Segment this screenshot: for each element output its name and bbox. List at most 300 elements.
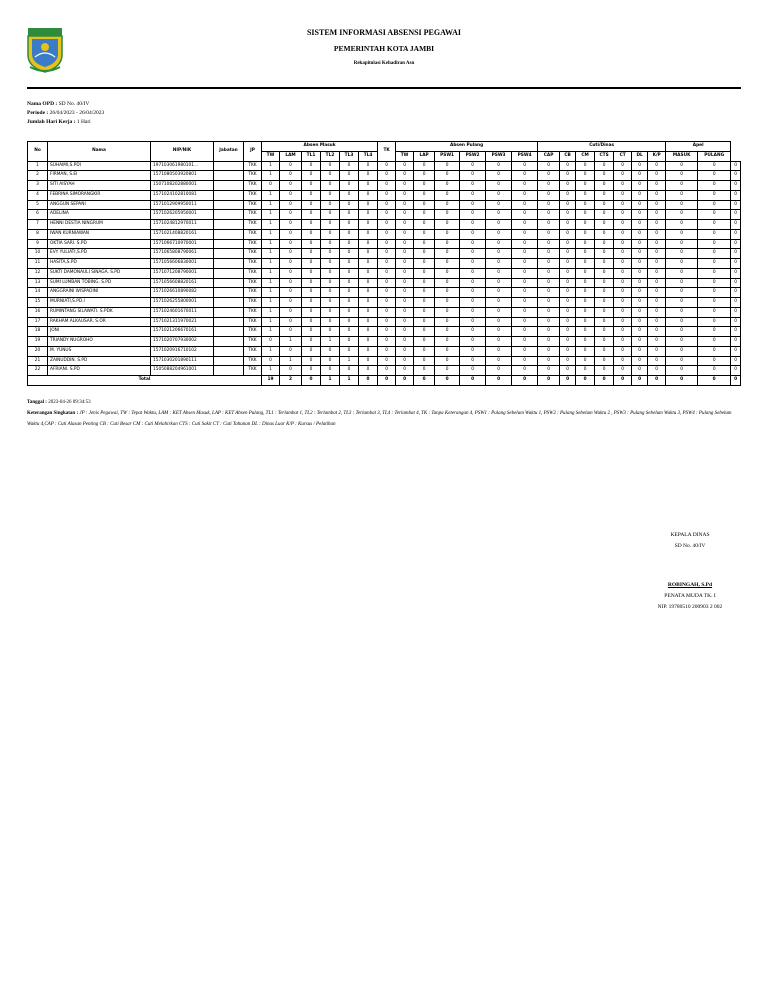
cell-no: 14 bbox=[28, 288, 48, 298]
cell-jp: TKK bbox=[244, 200, 262, 210]
cell-value: 0 bbox=[460, 229, 486, 239]
cell-value: 0 bbox=[614, 161, 632, 171]
cell-value: 0 bbox=[648, 337, 666, 347]
cell-value: 0 bbox=[595, 249, 614, 259]
cell-value: 0 bbox=[731, 366, 741, 376]
cell-value: 0 bbox=[698, 337, 731, 347]
cell-jp: TKK bbox=[244, 171, 262, 181]
cell-value: 0 bbox=[512, 298, 538, 308]
cell-value: 0 bbox=[302, 268, 321, 278]
cell-value: 0 bbox=[648, 288, 666, 298]
cell-value: 0 bbox=[614, 356, 632, 366]
cell-value: 0 bbox=[595, 366, 614, 376]
cell-value: 0 bbox=[280, 249, 302, 259]
cell-value: 0 bbox=[648, 161, 666, 171]
cell-jp: TKK bbox=[244, 288, 262, 298]
signer-nip: NIP. 19780510 200903 2 002 bbox=[657, 604, 723, 610]
total-value: 0 bbox=[460, 376, 486, 386]
cell-nip: 1571020707930002 bbox=[151, 337, 214, 347]
cell-value: 0 bbox=[595, 288, 614, 298]
cell-value: 0 bbox=[460, 307, 486, 317]
cell-value: 1 bbox=[262, 190, 280, 200]
cell-value: 0 bbox=[666, 298, 698, 308]
cell-value: 0 bbox=[321, 249, 340, 259]
cell-value: 0 bbox=[666, 366, 698, 376]
cell-value: 0 bbox=[576, 337, 595, 347]
cell-value: 0 bbox=[632, 220, 648, 230]
cell-value: 0 bbox=[595, 307, 614, 317]
cell-value: 0 bbox=[340, 229, 359, 239]
cell-value: 0 bbox=[486, 307, 512, 317]
cell-value: 0 bbox=[280, 190, 302, 200]
cell-value: 0 bbox=[486, 161, 512, 171]
cell-value: 0 bbox=[321, 229, 340, 239]
cell-value: 0 bbox=[280, 288, 302, 298]
col-jp: JP bbox=[244, 142, 262, 162]
cell-value: 0 bbox=[359, 161, 378, 171]
cell-value: 0 bbox=[632, 346, 648, 356]
cell-value: 0 bbox=[414, 161, 435, 171]
cell-nama: SUHAIMI,S.PDI bbox=[48, 161, 151, 171]
cell-value: 0 bbox=[302, 337, 321, 347]
cell-value: 0 bbox=[595, 298, 614, 308]
cell-value: 0 bbox=[648, 181, 666, 191]
date-value: 2023-04-26 09:34:53 bbox=[48, 400, 91, 405]
cell-value: 0 bbox=[731, 239, 741, 249]
cell-value: 0 bbox=[538, 190, 560, 200]
cell-value: 0 bbox=[486, 356, 512, 366]
cell-nip: 1571021408820161 bbox=[151, 229, 214, 239]
cell-value: 0 bbox=[731, 190, 741, 200]
cell-value: 0 bbox=[632, 229, 648, 239]
cell-value: 0 bbox=[512, 171, 538, 181]
cell-value: 0 bbox=[321, 181, 340, 191]
cell-value: 0 bbox=[731, 337, 741, 347]
cell-value: 0 bbox=[538, 317, 560, 327]
cell-value: 0 bbox=[321, 298, 340, 308]
cell-jabatan bbox=[214, 229, 244, 239]
cell-value: 0 bbox=[512, 259, 538, 269]
cell-jabatan bbox=[214, 307, 244, 317]
cell-no: 10 bbox=[28, 249, 48, 259]
cell-value: 0 bbox=[460, 200, 486, 210]
cell-value: 0 bbox=[614, 278, 632, 288]
cell-nama: EVY YULIATI,S.PD bbox=[48, 249, 151, 259]
cell-value: 0 bbox=[435, 317, 460, 327]
cell-jp: TKK bbox=[244, 337, 262, 347]
cell-value: 0 bbox=[435, 161, 460, 171]
report-title: Rekapitulasi Kehadiran Asn bbox=[353, 61, 415, 66]
cell-value: 0 bbox=[378, 200, 396, 210]
cell-value: 0 bbox=[321, 190, 340, 200]
cell-value: 0 bbox=[414, 239, 435, 249]
cell-value: 0 bbox=[486, 220, 512, 230]
col-tk: TK bbox=[378, 142, 396, 162]
cell-value: 0 bbox=[340, 171, 359, 181]
cell-value: 0 bbox=[414, 181, 435, 191]
cell-value: 0 bbox=[632, 298, 648, 308]
cell-jabatan bbox=[214, 210, 244, 220]
cell-value: 0 bbox=[359, 171, 378, 181]
cell-value: 0 bbox=[614, 268, 632, 278]
cell-value: 1 bbox=[321, 337, 340, 347]
cell-value: 0 bbox=[302, 190, 321, 200]
total-value: 1 bbox=[321, 376, 340, 386]
signer-name: ROBINGAH, S.Pd bbox=[667, 582, 713, 588]
cell-value: 0 bbox=[460, 161, 486, 171]
cell-value: 0 bbox=[340, 259, 359, 269]
cell-value: 0 bbox=[435, 181, 460, 191]
cell-jabatan bbox=[214, 190, 244, 200]
cell-value: 0 bbox=[632, 317, 648, 327]
table-body bbox=[28, 161, 741, 385]
cell-value: 0 bbox=[280, 346, 302, 356]
cell-value: 0 bbox=[698, 259, 731, 269]
cell-value: 0 bbox=[648, 278, 666, 288]
cell-value: 0 bbox=[698, 239, 731, 249]
table-row bbox=[28, 239, 741, 249]
cell-value: 0 bbox=[378, 307, 396, 317]
cell-value: 0 bbox=[648, 366, 666, 376]
cell-nama: FEBRINA SIMORANGKIR bbox=[48, 190, 151, 200]
cell-value: 0 bbox=[302, 249, 321, 259]
cell-value: 0 bbox=[340, 307, 359, 317]
cell-value: 0 bbox=[512, 239, 538, 249]
cell-value: 0 bbox=[302, 220, 321, 230]
cell-value: 0 bbox=[698, 171, 731, 181]
cell-jabatan bbox=[214, 171, 244, 181]
cell-no: 18 bbox=[28, 327, 48, 337]
cell-value: 0 bbox=[632, 200, 648, 210]
cell-value: 0 bbox=[359, 366, 378, 376]
cell-value: 0 bbox=[321, 171, 340, 181]
cell-value: 0 bbox=[396, 220, 414, 230]
cell-value: 0 bbox=[731, 259, 741, 269]
cell-value: 0 bbox=[698, 366, 731, 376]
cell-value: 0 bbox=[460, 298, 486, 308]
cell-jabatan bbox=[214, 239, 244, 249]
cell-value: 0 bbox=[538, 161, 560, 171]
cell-value: 0 bbox=[302, 210, 321, 220]
table-row bbox=[28, 346, 741, 356]
cell-value: 0 bbox=[698, 307, 731, 317]
cell-no: 9 bbox=[28, 239, 48, 249]
cell-value: 0 bbox=[414, 259, 435, 269]
cell-value: 0 bbox=[486, 327, 512, 337]
cell-value: 0 bbox=[396, 190, 414, 200]
cell-value: 0 bbox=[321, 307, 340, 317]
cell-value: 0 bbox=[731, 171, 741, 181]
table-row bbox=[28, 210, 741, 220]
cell-value: 1 bbox=[262, 239, 280, 249]
cell-value: 0 bbox=[632, 307, 648, 317]
cell-value: 0 bbox=[302, 307, 321, 317]
cell-value: 0 bbox=[359, 239, 378, 249]
cell-value: 0 bbox=[614, 229, 632, 239]
workdays-line: Jumlah Hari Kerja : 1 Hari bbox=[27, 119, 91, 125]
cell-value: 0 bbox=[595, 268, 614, 278]
cell-jp: TKK bbox=[244, 317, 262, 327]
cell-no: 2 bbox=[28, 171, 48, 181]
cell-value: 0 bbox=[378, 268, 396, 278]
cell-value: 0 bbox=[396, 210, 414, 220]
cell-value: 1 bbox=[340, 356, 359, 366]
attendance-table bbox=[27, 141, 741, 386]
cell-no: 11 bbox=[28, 259, 48, 269]
cell-value: 0 bbox=[614, 259, 632, 269]
cell-value: 0 bbox=[435, 171, 460, 181]
cell-jp: TKK bbox=[244, 220, 262, 230]
cell-value: 0 bbox=[340, 346, 359, 356]
cell-value: 0 bbox=[512, 327, 538, 337]
cell-value: 0 bbox=[731, 210, 741, 220]
cell-value: 0 bbox=[340, 181, 359, 191]
total-value: 0 bbox=[698, 376, 731, 386]
total-value: 0 bbox=[512, 376, 538, 386]
header-divider bbox=[27, 87, 741, 89]
cell-value: 0 bbox=[396, 298, 414, 308]
total-value: 0 bbox=[538, 376, 560, 386]
cell-value: 0 bbox=[378, 298, 396, 308]
cell-jp: TKK bbox=[244, 327, 262, 337]
cell-value: 0 bbox=[460, 171, 486, 181]
cell-value: 0 bbox=[340, 220, 359, 230]
cell-no: 3 bbox=[28, 181, 48, 191]
cell-value: 0 bbox=[396, 161, 414, 171]
cell-value: 0 bbox=[698, 210, 731, 220]
cell-value: 0 bbox=[340, 278, 359, 288]
cell-value: 0 bbox=[486, 181, 512, 191]
cell-nama: ANGGUN SEPANI bbox=[48, 200, 151, 210]
cell-value: 0 bbox=[435, 356, 460, 366]
cell-value: 0 bbox=[359, 259, 378, 269]
cell-value: 0 bbox=[435, 259, 460, 269]
cell-value: 0 bbox=[414, 220, 435, 230]
cell-value: 1 bbox=[262, 259, 280, 269]
cell-value: 0 bbox=[576, 356, 595, 366]
cell-value: 0 bbox=[560, 317, 576, 327]
cell-value: 0 bbox=[576, 249, 595, 259]
cell-value: 0 bbox=[666, 327, 698, 337]
cell-jp: TKK bbox=[244, 249, 262, 259]
cell-no: 15 bbox=[28, 298, 48, 308]
total-value: 0 bbox=[396, 376, 414, 386]
table-row bbox=[28, 268, 741, 278]
cell-value: 0 bbox=[435, 239, 460, 249]
cell-nip: 1571024102810081 bbox=[151, 190, 214, 200]
cell-value: 0 bbox=[280, 307, 302, 317]
cell-nama: HASITA,S.PD bbox=[48, 259, 151, 269]
cell-value: 0 bbox=[576, 307, 595, 317]
cell-value: 0 bbox=[359, 210, 378, 220]
cell-value: 0 bbox=[302, 288, 321, 298]
cell-value: 0 bbox=[460, 210, 486, 220]
cell-value: 0 bbox=[560, 278, 576, 288]
total-value: 0 bbox=[632, 376, 648, 386]
cell-jabatan bbox=[214, 366, 244, 376]
cell-value: 0 bbox=[512, 210, 538, 220]
cell-value: 0 bbox=[560, 239, 576, 249]
cell-value: 0 bbox=[595, 239, 614, 249]
cell-no: 21 bbox=[28, 356, 48, 366]
cell-value: 0 bbox=[595, 278, 614, 288]
cell-jabatan bbox=[214, 288, 244, 298]
total-value: 2 bbox=[280, 376, 302, 386]
cell-value: 0 bbox=[486, 337, 512, 347]
cell-value: 0 bbox=[486, 200, 512, 210]
cell-value: 0 bbox=[435, 249, 460, 259]
cell-value: 1 bbox=[262, 200, 280, 210]
cell-value: 0 bbox=[321, 239, 340, 249]
cell-value: 0 bbox=[435, 346, 460, 356]
cell-value: 1 bbox=[280, 337, 302, 347]
cell-value: 0 bbox=[396, 171, 414, 181]
cell-value: 0 bbox=[340, 268, 359, 278]
sub-masuk-tl1: TL1 bbox=[302, 151, 321, 161]
sub-masuk-tl2: TL2 bbox=[321, 151, 340, 161]
cell-value: 0 bbox=[359, 181, 378, 191]
signature-block bbox=[640, 580, 740, 613]
cell-value: 0 bbox=[321, 288, 340, 298]
cell-value: 0 bbox=[414, 327, 435, 337]
sub-masuk-lam: LAM bbox=[280, 151, 302, 161]
cell-value: 0 bbox=[414, 200, 435, 210]
cell-value: 0 bbox=[538, 356, 560, 366]
table-row bbox=[28, 278, 741, 288]
cell-value: 0 bbox=[359, 307, 378, 317]
cell-jp: TKK bbox=[244, 356, 262, 366]
cell-value: 0 bbox=[560, 190, 576, 200]
cell-jp: TKK bbox=[244, 278, 262, 288]
sub-masuk-tl3: TL3 bbox=[340, 151, 359, 161]
cell-nip: 1571065808790061 bbox=[151, 249, 214, 259]
cell-value: 0 bbox=[731, 317, 741, 327]
cell-value: 0 bbox=[648, 259, 666, 269]
cell-nama: M. YUNUS bbox=[48, 346, 151, 356]
cell-nip: 1571024601670011 bbox=[151, 307, 214, 317]
cell-value: 0 bbox=[576, 190, 595, 200]
cell-value: 0 bbox=[560, 181, 576, 191]
sub-pulang-psw4: PSW4 bbox=[512, 151, 538, 161]
cell-value: 0 bbox=[302, 317, 321, 327]
cell-jp: TKK bbox=[244, 268, 262, 278]
cell-value: 0 bbox=[666, 190, 698, 200]
cell-value: 0 bbox=[698, 220, 731, 230]
cell-value: 0 bbox=[666, 161, 698, 171]
cell-value: 0 bbox=[648, 249, 666, 259]
table-row bbox=[28, 190, 741, 200]
cell-value: 0 bbox=[396, 278, 414, 288]
table-row bbox=[28, 298, 741, 308]
cell-value: 0 bbox=[396, 346, 414, 356]
cell-value: 0 bbox=[576, 268, 595, 278]
cell-value: 1 bbox=[262, 171, 280, 181]
cell-value: 0 bbox=[396, 288, 414, 298]
cell-value: 0 bbox=[538, 259, 560, 269]
cell-value: 0 bbox=[614, 190, 632, 200]
sub-cuti-ct: CT bbox=[614, 151, 632, 161]
cell-value: 0 bbox=[595, 220, 614, 230]
cell-value: 0 bbox=[512, 278, 538, 288]
cell-value: 0 bbox=[560, 366, 576, 376]
cell-value: 0 bbox=[460, 268, 486, 278]
cell-value: 0 bbox=[648, 356, 666, 366]
sub-cuti-cts: CTS bbox=[595, 151, 614, 161]
cell-value: 0 bbox=[414, 366, 435, 376]
cell-value: 0 bbox=[614, 200, 632, 210]
cell-jabatan bbox=[214, 181, 244, 191]
table-row bbox=[28, 327, 741, 337]
cell-value: 0 bbox=[486, 346, 512, 356]
cell-value: 0 bbox=[486, 190, 512, 200]
cell-value: 0 bbox=[396, 327, 414, 337]
cell-jabatan bbox=[214, 200, 244, 210]
cell-value: 0 bbox=[321, 278, 340, 288]
cell-value: 0 bbox=[280, 366, 302, 376]
cell-value: 0 bbox=[378, 210, 396, 220]
cell-value: 0 bbox=[460, 356, 486, 366]
cell-no: 6 bbox=[28, 210, 48, 220]
cell-value: 0 bbox=[614, 181, 632, 191]
cell-value: 0 bbox=[321, 259, 340, 269]
cell-value: 1 bbox=[262, 220, 280, 230]
sub-cuti-cm: CM bbox=[576, 151, 595, 161]
cell-value: 0 bbox=[486, 249, 512, 259]
cell-value: 0 bbox=[396, 268, 414, 278]
government-title: PEMERINTAH KOTA JAMBI bbox=[333, 44, 435, 53]
cell-value: 0 bbox=[359, 278, 378, 288]
cell-value: 0 bbox=[280, 161, 302, 171]
cell-value: 0 bbox=[576, 239, 595, 249]
cell-value: 0 bbox=[435, 337, 460, 347]
cell-value: 0 bbox=[378, 327, 396, 337]
cell-nip: 1571021311970021 bbox=[151, 317, 214, 327]
cell-value: 0 bbox=[731, 220, 741, 230]
table-row bbox=[28, 200, 741, 210]
cell-value: 0 bbox=[302, 366, 321, 376]
cell-value: 0 bbox=[302, 181, 321, 191]
cell-value: 0 bbox=[614, 337, 632, 347]
cell-jp: TKK bbox=[244, 239, 262, 249]
col-absen-pulang: Absen Pulang bbox=[396, 142, 538, 152]
col-cuti-dinas: Cuti/Dinas bbox=[538, 142, 666, 152]
cell-value: 0 bbox=[321, 268, 340, 278]
cell-nama: JONI bbox=[48, 327, 151, 337]
cell-jabatan bbox=[214, 346, 244, 356]
cell-value: 0 bbox=[731, 356, 741, 366]
cell-value: 0 bbox=[595, 346, 614, 356]
table-row bbox=[28, 220, 741, 230]
cell-value: 0 bbox=[560, 259, 576, 269]
cell-value: 0 bbox=[632, 210, 648, 220]
cell-value: 0 bbox=[576, 327, 595, 337]
table-row bbox=[28, 366, 741, 376]
table-row bbox=[28, 337, 741, 347]
cell-value: 0 bbox=[666, 210, 698, 220]
cell-value: 0 bbox=[340, 161, 359, 171]
cell-value: 0 bbox=[698, 249, 731, 259]
total-value: 1 bbox=[340, 376, 359, 386]
table-row bbox=[28, 307, 741, 317]
report-meta bbox=[27, 100, 104, 127]
cell-value: 0 bbox=[666, 229, 698, 239]
sub-apel-masuk: MASUK bbox=[666, 151, 698, 161]
sub-cuti-dl: DL bbox=[632, 151, 648, 161]
cell-value: 0 bbox=[435, 229, 460, 239]
cell-jp: TKK bbox=[244, 346, 262, 356]
cell-value: 0 bbox=[595, 259, 614, 269]
cell-no: 22 bbox=[28, 366, 48, 376]
